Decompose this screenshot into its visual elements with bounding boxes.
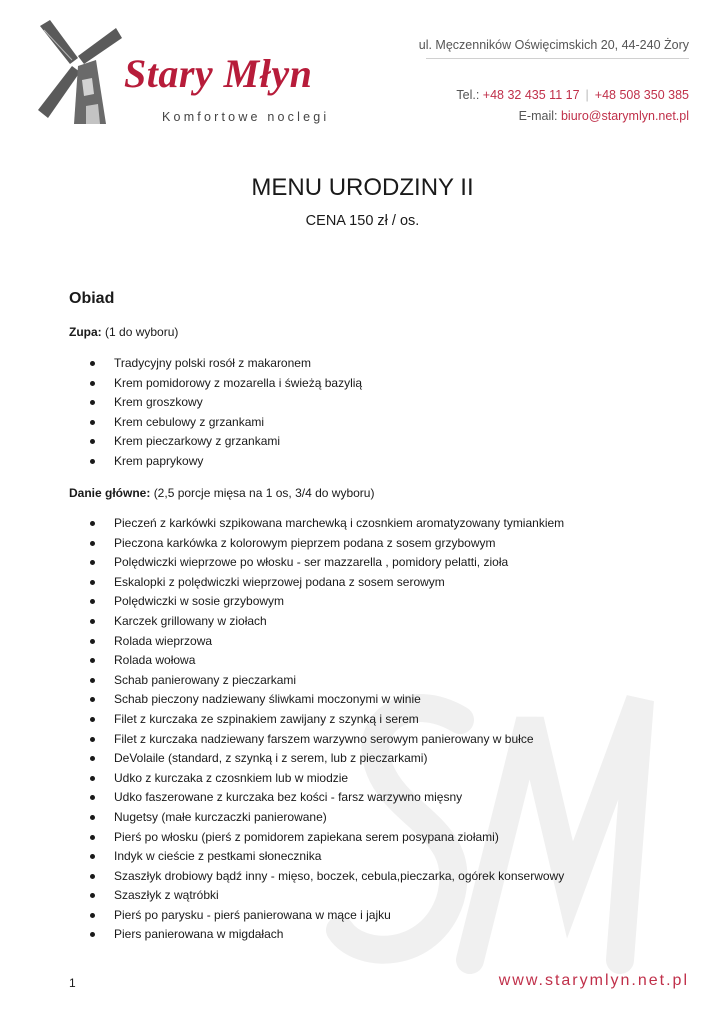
list-item: Schab panierowany z pieczarkami (0, 671, 564, 691)
main-course-note: (2,5 porcje mięsa na 1 os, 3/4 do wyboru) (153, 486, 375, 500)
page-title: MENU URODZINY II (251, 174, 474, 201)
list-item: Krem pomidorowy z mozarella i świeżą bazylią (0, 374, 362, 394)
bullet-icon (90, 815, 95, 820)
bullet-icon (90, 459, 95, 464)
bullet-icon (90, 521, 95, 526)
bullet-icon (90, 560, 95, 565)
list-item: Polędwiczki w sosie grzybowym (0, 592, 564, 612)
bullet-icon (90, 420, 95, 425)
price-line: CENA 150 zł / os. (305, 213, 420, 229)
bullet-icon (90, 639, 95, 644)
soup-subheading (69, 325, 178, 339)
list-item: Pieczeń z karkówki szpikowana marchewką i czosnkiem aromatyzowany tymiankiem (0, 514, 564, 534)
list-item: Udko faszerowane z kurczaka bez kości - farsz warzywno mięsny (0, 788, 564, 808)
email-link[interactable]: biuro@starymlyn.net.pl (560, 109, 689, 123)
bullet-icon (90, 658, 95, 663)
list-item: Filet z kurczaka ze szpinakiem zawijany z szynką i serem (0, 710, 564, 730)
page-number: 1 (69, 976, 76, 990)
list-item: Krem groszkowy (0, 393, 362, 413)
phone-separator: | (585, 88, 589, 102)
list-item: Filet z kurczaka nadziewany farszem warzywno serowym panierowany w bułce (0, 730, 564, 750)
bullet-icon (90, 913, 95, 918)
header-divider (426, 58, 689, 59)
bullet-icon (90, 381, 95, 386)
list-item: Schab pieczony nadziewany śliwkami moczonymi w winie (0, 690, 564, 710)
list-item: Eskalopki z polędwiczki wieprzowej podana z sosem serowym (0, 573, 564, 593)
list-item: Karczek grillowany w ziołach (0, 612, 564, 632)
bullet-icon (90, 717, 95, 722)
phone-link-2[interactable]: +48 508 350 385 (594, 88, 689, 102)
list-item: Krem paprykowy (0, 452, 362, 472)
bullet-icon (90, 541, 95, 546)
bullet-icon (90, 439, 95, 444)
list-item: Nugetsy (małe kurczaczki panierowane) (0, 808, 564, 828)
list-item: Krem cebulowy z grzankami (0, 413, 362, 433)
email-label: E-mail: (518, 109, 558, 123)
bullet-icon (90, 932, 95, 937)
bullet-icon (90, 795, 95, 800)
list-item: Pieczona karkówka z kolorowym pieprzem podana z sosem grzybowym (0, 534, 564, 554)
brand-name: Stary Młyn (124, 51, 313, 96)
bullet-icon (90, 678, 95, 683)
bullet-icon (90, 893, 95, 898)
phone-link-1[interactable]: +48 32 435 11 17 (482, 88, 580, 102)
bullet-icon (90, 580, 95, 585)
bullet-icon (90, 599, 95, 604)
bullet-icon (90, 697, 95, 702)
list-item: Rolada wołowa (0, 651, 564, 671)
phone-line (456, 88, 689, 102)
list-item: Szaszłyk z wątróbki (0, 886, 564, 906)
list-item: Pierś po parysku - pierś panierowana w mące i jajku (0, 906, 564, 926)
main-course-subheading (69, 486, 374, 500)
bullet-icon (90, 776, 95, 781)
soup-note: (1 do wyboru) (105, 325, 179, 339)
list-item: Piers panierowana w migdałach (0, 925, 564, 945)
list-item: Szaszłyk drobiowy bądź inny - mięso, boczek, cebula,pieczarka, ogórek konserwowy (0, 867, 564, 887)
bullet-icon (90, 835, 95, 840)
bullet-icon (90, 400, 95, 405)
list-item: Pierś po włosku (pierś z pomidorem zapiekana serem posypana ziołami) (0, 828, 564, 848)
bullet-icon (90, 854, 95, 859)
bullet-icon (90, 874, 95, 879)
address: ul. Męczenników Oświęcimskich 20, 44-240 Żory (418, 38, 689, 52)
bullet-icon (90, 737, 95, 742)
bullet-icon (90, 756, 95, 761)
bullet-icon (90, 361, 95, 366)
list-item: Krem pieczarkowy z grzankami (0, 432, 362, 452)
list-item: DeVolaile (standard, z szynką i z serem, lub z pieczarkami) (0, 749, 564, 769)
main-course-list (0, 514, 564, 945)
windmill-logo-icon (34, 20, 122, 124)
list-item: Udko z kurczaka z czosnkiem lub w miodzie (0, 769, 564, 789)
main-course-label: Danie główne: (69, 486, 151, 500)
list-item: Indyk w cieście z pestkami słonecznika (0, 847, 564, 867)
section-heading: Obiad (69, 290, 115, 307)
list-item: Tradycyjny polski rosół z makaronem (0, 354, 362, 374)
soup-list (0, 354, 362, 472)
email-line (519, 109, 689, 123)
list-item: Polędwiczki wieprzowe po włosku - ser mazzarella , pomidory pelatti, zioła (0, 553, 564, 573)
bullet-icon (90, 619, 95, 624)
phone-label: Tel.: (456, 88, 480, 102)
brand-tagline: Komfortowe noclegi (162, 110, 330, 124)
list-item: Rolada wieprzowa (0, 632, 564, 652)
website-link[interactable]: www.starymlyn.net.pl (498, 972, 689, 989)
soup-label: Zupa: (69, 325, 102, 339)
